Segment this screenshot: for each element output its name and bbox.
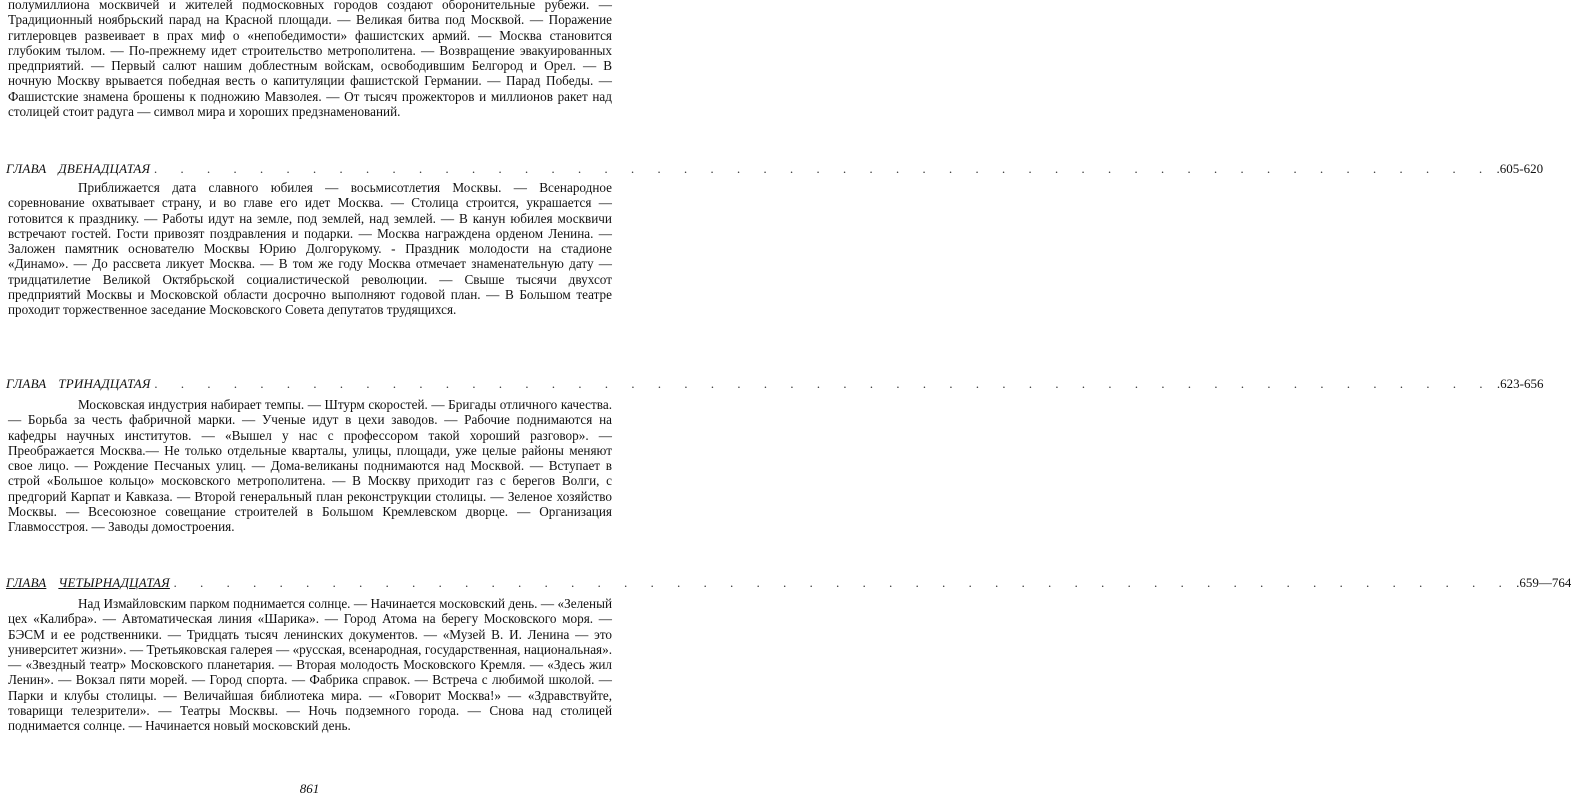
chapter-label: [6, 161, 150, 177]
dot-leader: . . . . . . . . . . . . . . . . . . . . . . . . . . . . . . . . . . . . . . . . . . . . . . . . . . .: [173, 575, 1513, 590]
chapter-heading-13: [6, 376, 1544, 392]
chapter-title: ЧЕТЫРНАДЦАТАЯ: [58, 575, 170, 590]
chapter-label: [6, 376, 151, 392]
chapter-summary-12: Приближается дата славного юбилея — восьмисотлетия Москвы. — Всенародное соревнование охватывает страну, и во главе его идет Москва. — Столица строится, украшается — готовится к празднику. — Работы идут на земле, под землей, над землей. — В канун юбилея москвичи встречают гостей. Гости привозят поздравления и подарки. — Москва награждена орденом Ленина. — Заложен памятник основателю Москвы Юрию Долгорукому. - Праздник молодости на стадионе «Динамо». — До рассвета ликует Москва. — В том же году Москва отмечает знаменательную дату — тридцатилетие Великой Октябрьской социалистической революции. — Свыше тысячи двухсот предприятий Москвы и Московской области досрочно выполняют годовой план. — В Большом театре проходит торжественное заседание Московского Совета депутатов трудящихся.: [8, 180, 612, 318]
intro-paragraph: полумиллиона москвичей и жителей подмосковных городов создают оборонительные рубежи. — Традиционный ноябрьский парад на Красной площади. — Великая битва под Москвой. — Поражение гитлеровцев развеивает в прах миф о «непобедимости» фашистских армий. — Москва становится глубоким тылом. — По-прежнему идет строительство метрополитена. — Возвращение эвакуированных предприятий. — Первый салют нашим доблестным войскам, освободившим Белгород и Орел. — В ночную Москву врывается победная весть о капитуляции фашистской Германии. — Парад Победы. — Фашистские знамена брошены к подножию Мавзолея. — От тысяч прожекторов и миллионов ракет над столицей стоит радуга — символ мира и хороших предзнаменований.: [8, 0, 612, 120]
chapter-heading-12: [6, 161, 1544, 177]
dot-leader: . . . . . . . . . . . . . . . . . . . . . . . . . . . . . . . . . . . . . . . . . . . . . . . . . . .: [154, 161, 1493, 176]
chapter-label-word: ГЛАВА: [6, 376, 47, 391]
chapter-pages: .659—764: [1516, 575, 1571, 590]
chapter-summary-13: Московская индустрия набирает темпы. — Штурм скоростей. — Бригады отличного качества. — Борьба за честь фабричной марки. — Ученые идут в цехи заводов. — Рабочие поднимаются на кафедры научных институтов. — «Вышел у нас с профессором такой хороший разговор». — Преображается Москва.— Не только отдельные кварталы, улицы, площади, уже целые районы меняют свое лицо. — Рождение Песчаных улиц. — Дома-великаны поднимаются над Москвой. — Вступает в строй «Большое кольцо» московского метрополитена. — В Москву приходит газ с берегов Волги, с предгорий Карпат и Кавказа. — Второй генеральный план реконструкции столицы. — Зеленое хозяйство Москвы. — Всесоюзное совещание строителей в Большом Кремлевском дворце. — Организация Главмосстроя. — Заводы домостроения.: [8, 397, 612, 535]
page-number: 861: [299, 781, 320, 796]
chapter-pages: .623-656: [1496, 376, 1544, 391]
chapter-label-word: ГЛАВА: [6, 161, 47, 176]
chapter-title: ТРИНАДЦАТАЯ: [58, 376, 151, 391]
chapter-title: ДВЕНАДЦАТАЯ: [58, 161, 151, 176]
chapter-label: [6, 575, 170, 591]
chapter-heading-14: [6, 575, 1571, 591]
chapter-label-word: ГЛАВА: [6, 575, 47, 590]
chapter-pages: .605-620: [1496, 161, 1544, 176]
chapter-summary-14: Над Измайловским парком поднимается солнце. — Начинается московский день. — «Зеленый цех «Калибра». — Автоматическая линия «Шарика». — Город Атома на берегу Московского моря. — БЭСМ и ее родственники. — Тридцать тысяч ленинских документов. — «Музей В. И. Ленина — это университет жизни». — Третьяковская галерея — «русская, всенародная, государственная, национальная». — «Звездный театр» Московского планетария. — Вторая молодость Московского Кремля. — «Здесь жил Ленин». — Вокзал пяти морей. — Город спорта. — Фабрика справок. — Встреча с любимой школой. — Парки и клубы столицы. — Величайшая библиотека мира. — «Говорит Москва!» — «Здравствуйте, товарищи телезрители». — Театры Москвы. — Ночь подземного города. — Снова над столицей поднимается солнце. — Начинается новый московский день.: [8, 596, 612, 734]
dot-leader: . . . . . . . . . . . . . . . . . . . . . . . . . . . . . . . . . . . . . . . . . . . . . . . . . . .: [154, 376, 1493, 391]
